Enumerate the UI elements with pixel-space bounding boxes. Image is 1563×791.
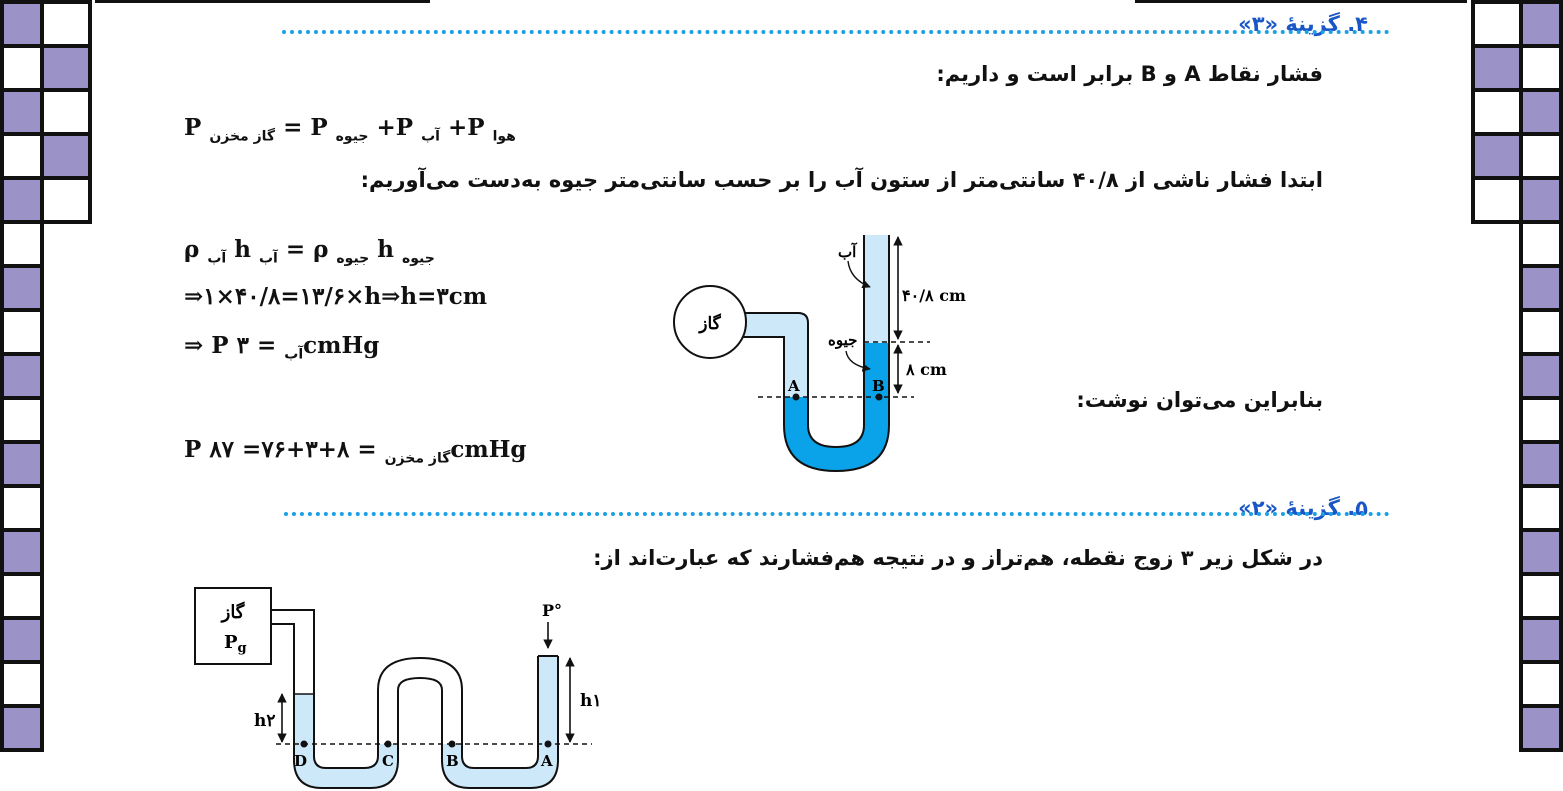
point-a-label: A — [788, 377, 800, 395]
sub-water: آب — [421, 128, 440, 145]
multi-tube-figure — [180, 580, 620, 791]
point-c-label: C — [382, 752, 394, 770]
sub-gas-tank: گاز مخزن — [209, 128, 276, 145]
equation-solve-h: ⇒۱×۴۰/۸=۱۳/۶×h⇒h=۳cm — [184, 283, 488, 310]
h1-label: h۱ — [580, 691, 602, 711]
point-a2-label: A — [541, 752, 553, 770]
section-5-text: در شکل زیر ۳ زوج نقطه، هم‌تراز و در نتیجه هم‌فشارند که عبارت‌اند از: — [593, 546, 1323, 570]
right-film-strip — [1471, 0, 1563, 748]
p0-label: P° — [542, 601, 563, 620]
point-b-label: B — [872, 377, 885, 395]
equation-water-pressure: ⇒ P $_{آب}$ = ۳cmHg — [184, 332, 380, 363]
sub-1: آب — [207, 250, 227, 267]
water-pressure-value: = ۳cmHg — [236, 332, 380, 359]
sub-2: آب — [258, 250, 278, 267]
left-film-strip — [0, 0, 92, 748]
equation-pressure-balance: P $_{گاز مخزن}$ = P $_{جیوه}$ +P $_{آب}$ +P $_{هوا}$ — [184, 114, 516, 145]
top-border-right — [1135, 0, 1467, 3]
gas-label-2: گاز — [221, 602, 245, 623]
mercury-height-label: ۸ cm — [906, 360, 947, 379]
section-4-intro: فشار نقاط A و B برابر است و داریم: — [936, 62, 1323, 86]
mercury-label: جیوه — [828, 331, 858, 349]
sub-4: جیوه — [402, 250, 435, 267]
top-border-left — [95, 0, 430, 3]
final-pressure-value: = ۸+۳+۷۶= ۸۷cmHg — [209, 436, 527, 463]
water-label: آب — [838, 243, 857, 261]
equation-density-height: ρ $_{آب}$ h $_{آب}$ = ρ $_{جیوه}$ h $_{جیوه}$ — [184, 236, 435, 267]
sub-water-2: آب — [284, 346, 304, 363]
equation-final-pressure: P $_{گاز مخزن}$ = ۸+۳+۷۶= ۸۷cmHg — [184, 436, 527, 467]
manometer-figure — [660, 225, 990, 485]
section-5-heading: ۵. گزینۀ «۲» — [1238, 496, 1368, 520]
pg-label: $P_g$ — [224, 632, 247, 656]
point-d-label: D — [294, 752, 308, 770]
section-5-dotted-rule — [284, 512, 1390, 516]
section-4-text-3: بنابراین می‌توان نوشت: — [1076, 388, 1323, 412]
section-4-heading: ۴. گزینۀ «۳» — [1238, 12, 1368, 36]
section-4-text-2: ابتدا فشار ناشی از ۴۰/۸ سانتی‌متر از ستون آب را بر حسب سانتی‌متر جیوه به‌دست می‌آوریم: — [360, 168, 1323, 192]
sub-gas-tank-2: گاز مخزن — [384, 450, 451, 467]
h2-label: h۲ — [254, 711, 276, 731]
sub-3: جیوه — [336, 250, 370, 267]
water-height-label: ۴۰/۸ cm — [902, 286, 966, 305]
section-4-dotted-rule — [282, 30, 1390, 34]
gas-label: گاز — [699, 314, 721, 334]
point-b2-label: B — [446, 752, 459, 770]
sub-mercury: جیوه — [335, 128, 369, 145]
sub-air: هوا — [492, 128, 516, 145]
